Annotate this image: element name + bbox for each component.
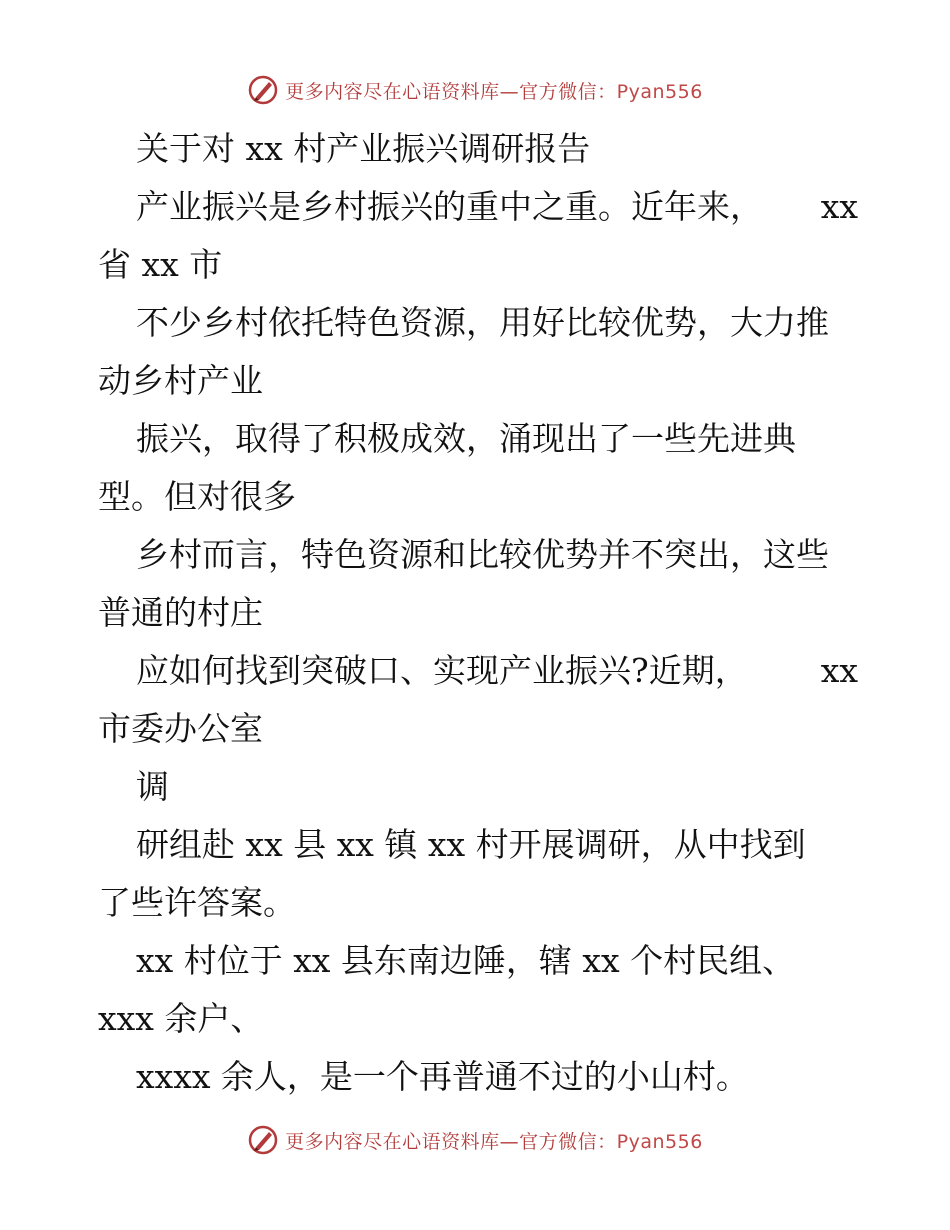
paragraph-line: [98, 178, 858, 236]
watermark-footer: [0, 1122, 950, 1158]
watermark-label: 更多内容尽在心语资料库—官方微信：: [285, 80, 617, 103]
paragraph-text: xx: [820, 651, 858, 690]
paragraph-line: 动乡村产业: [98, 361, 263, 400]
watermark-handle: Pyan556: [616, 1130, 703, 1153]
paragraph-line: 型。但对很多: [98, 477, 296, 516]
watermark-text: [285, 1127, 703, 1154]
paragraph-line: 研组赴 xx 县 xx 镇 xx 村开展调研，从中找到: [136, 825, 806, 864]
watermark-text: [285, 77, 703, 104]
paragraph-text: 应如何找到突破口、实现产业振兴?近期，: [136, 651, 748, 690]
paragraph-line: 乡村而言，特色资源和比较优势并不突出，这些: [136, 535, 829, 574]
paragraph-line: 市委办公室: [98, 709, 263, 748]
watermark-label: 更多内容尽在心语资料库—官方微信：: [285, 1130, 617, 1153]
paragraph-line: xxxx 余人，是一个再普通不过的小山村。: [136, 1057, 749, 1096]
paragraph-text: 产业振兴是乡村振兴的重中之重。近年来，: [136, 187, 763, 226]
watermark-handle: Pyan556: [616, 80, 703, 103]
paragraph-line: 了些许答案。: [98, 883, 296, 922]
document-title: 关于对 xx 村产业振兴调研报告: [136, 129, 591, 168]
paragraph-line: 振兴，取得了积极成效，涌现出了一些先进典: [136, 419, 796, 458]
paragraph-line: xxx 余户、: [98, 999, 264, 1038]
paragraph-line: 调: [136, 767, 169, 806]
paragraph-text: xx: [820, 187, 858, 226]
paragraph-line: [98, 642, 858, 700]
document-body: [98, 120, 858, 1106]
paragraph-line: xx 村位于 xx 县东南边陲，辖 xx 个村民组、: [136, 941, 796, 980]
pen-logo-icon: [247, 74, 279, 106]
paragraph-line: 省 xx 市: [98, 245, 223, 284]
paragraph-line: 普通的村庄: [98, 593, 263, 632]
watermark-header: [0, 72, 950, 108]
pen-logo-icon: [247, 1124, 279, 1156]
paragraph-line: 不少乡村依托特色资源，用好比较优势，大力推: [136, 303, 829, 342]
